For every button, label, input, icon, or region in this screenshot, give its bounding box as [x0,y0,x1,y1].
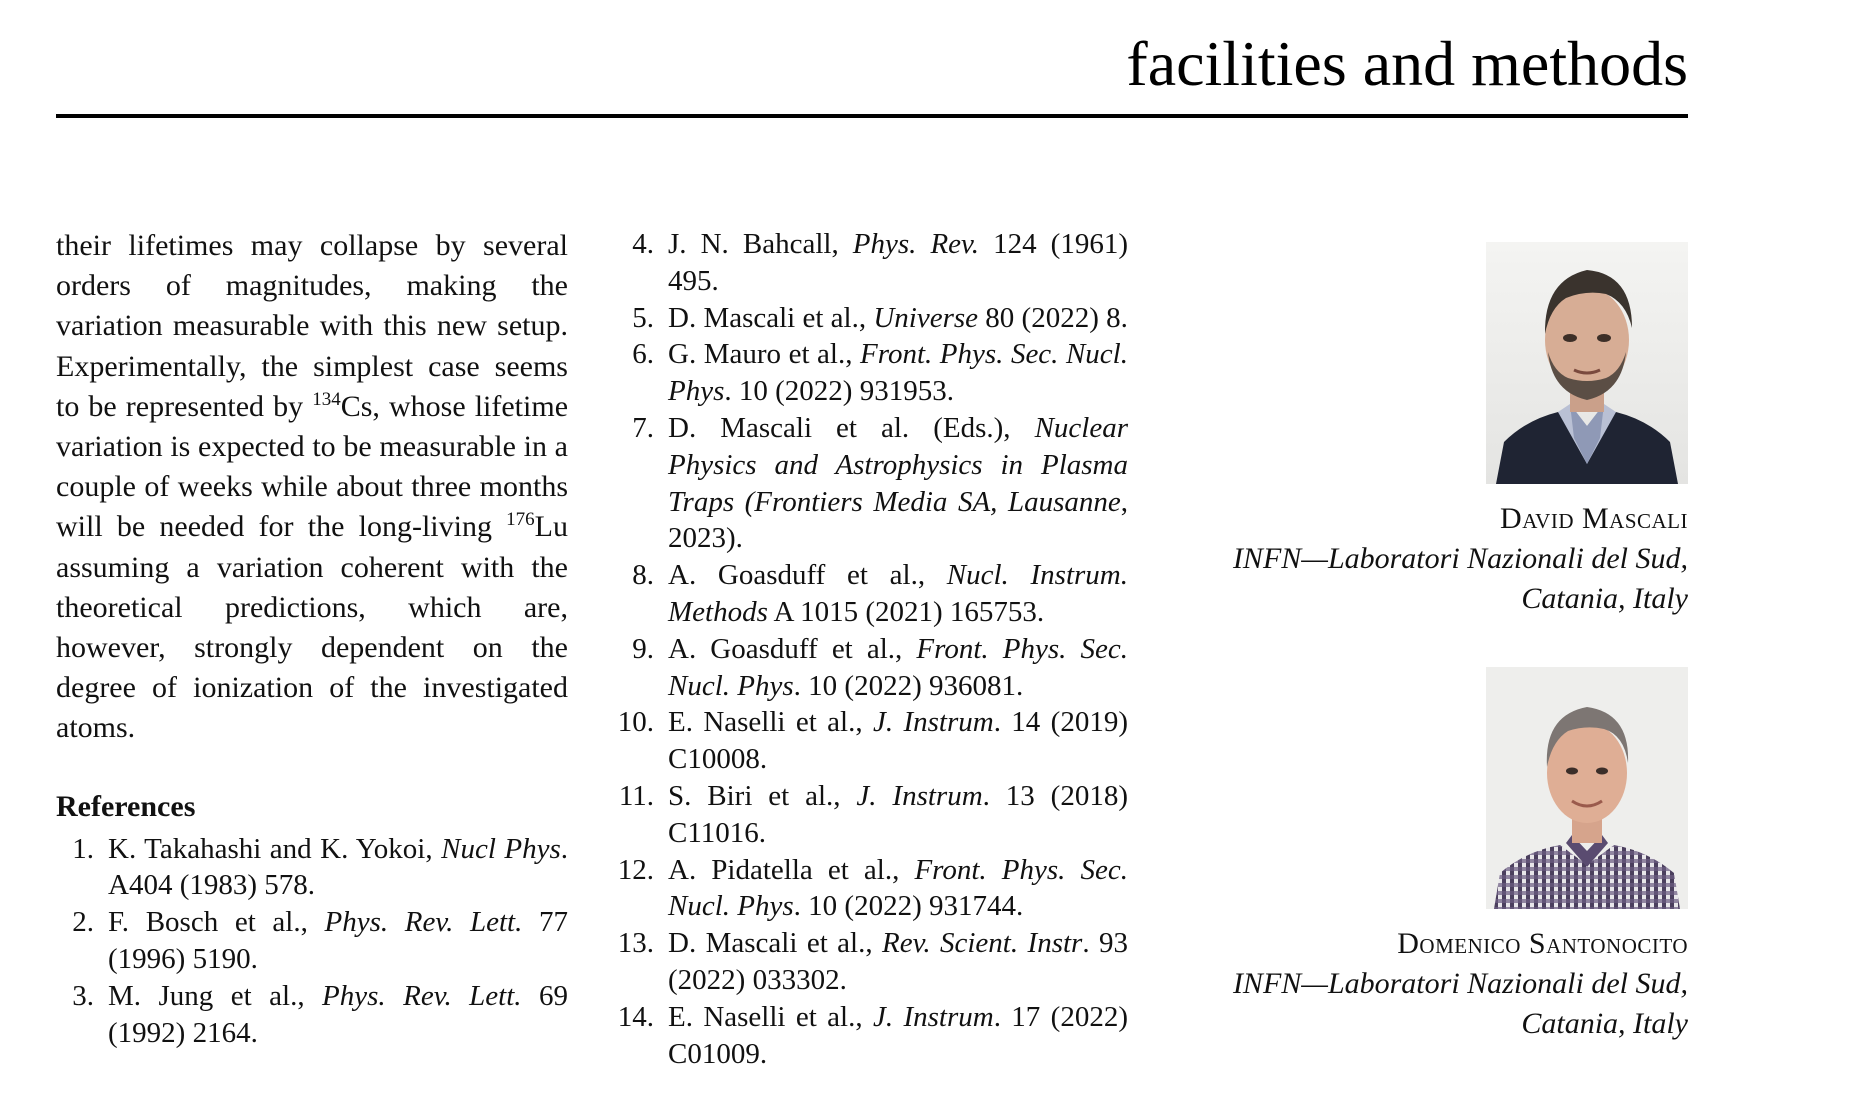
author-affiliation: INFN—Laboratori Nazionali del Sud, [1232,542,1688,575]
journal-name: J. Instrum [856,779,983,812]
journal-name: Front. Phys. Sec. Nucl. Phys [668,853,1128,923]
reference-number: 14. [617,1000,654,1033]
journal-name: Front. Phys. Sec. Nucl. Phys [668,632,1128,702]
reference-number: 3. [72,979,94,1012]
reference-text: D. Mascali et al., Universe 80 (2022) 8. [668,301,1128,334]
reference-text: K. Takahashi and K. Yokoi, Nucl Phys. A404 (1983) 578. [108,832,568,902]
reference-item [56,831,568,905]
reference-number: 12. [617,853,654,886]
author-name: Domenico Santonocito [1397,927,1688,960]
body-text-part: Cs, whose lifetime variation is expected to be measurable in a couple of weeks while about three months will be needed for the long-living [56,389,569,544]
reference-text: A. Goasduff et al., Front. Phys. Sec. Nucl. Phys. 10 (2022) 936081. [668,632,1128,702]
reference-text: D. Mascali et al. (Eds.), Nuclear Physics and Astrophysics in Plasma Traps (Frontiers Media SA, Lausanne, 2023). [668,411,1128,555]
author-column [1160,242,1688,1092]
reference-number: 8. [632,559,654,592]
isotope-mass-number: 134 [312,388,341,410]
body-text-part: their lifetimes may collapse by several orders of magnitudes, making the variation measurable with this new setup. Experimentally, the simplest case seems to be represented by [56,229,568,423]
reference-text: A. Goasduff et al., Nucl. Instrum. Methods A 1015 (2021) 165753. [668,559,1128,628]
reference-text: E. Naselli et al., J. Instrum. 17 (2022) C01009. [668,1000,1128,1070]
reference-item [610,852,1128,926]
author-location: Catania, Italy [1521,582,1688,615]
reference-text: J. N. Bahcall, Phys. Rev. 124 (1961) 495. [668,228,1128,297]
body-paragraph [56,226,568,749]
reference-text: G. Mauro et al., Front. Phys. Sec. Nucl. Phys. 10 (2022) 931953. [668,338,1128,408]
reference-item [610,410,1128,557]
author-photo-dark-suit [1486,242,1688,484]
reference-item [610,631,1128,705]
reference-item [610,300,1128,337]
journal-name: Rev. Scient. Instr [882,927,1083,960]
header-rule [56,114,1688,118]
journal-name: Front. Phys. Sec. Nucl. Phys [668,338,1128,408]
reference-item [610,336,1128,410]
section-title: facilities and methods [1126,28,1688,99]
body-text-part: Lu assuming a variation coherent with the theoretical predictions, which are, however, strongly dependent on the degree of ionization of the investigated atoms. [56,510,568,745]
reference-text: D. Mascali et al., Rev. Scient. Instr. 93 (2022) 033302. [668,927,1128,996]
references-heading: References [56,789,196,823]
reference-list-continued [610,226,1128,1072]
middle-column [610,226,1128,1072]
isotope-mass-number: 176 [506,509,535,531]
reference-text: F. Bosch et al., Phys. Rev. Lett. 77 (1996) 5190. [108,906,569,976]
journal-name: Phys. Rev. Lett. [322,979,522,1012]
author-card [1160,242,1688,619]
left-column [56,226,568,1051]
author-name: David Mascali [1500,502,1688,535]
reference-item [610,778,1128,852]
journal-name: J. Instrum [872,1000,994,1033]
author-card [1160,667,1688,1044]
journal-name: Nucl Phys [441,832,561,865]
reference-number: 6. [632,338,654,371]
reference-text: A. Pidatella et al., Front. Phys. Sec. Nucl. Phys. 10 (2022) 931744. [668,853,1128,923]
reference-item [610,925,1128,999]
reference-number: 9. [632,632,654,665]
journal-name: Nuclear Physics and Astrophysics in Plasma Traps (Frontiers Media SA, Lausanne [668,411,1128,518]
reference-item [56,904,568,978]
reference-number: 10. [617,706,654,739]
reference-number: 7. [632,411,654,444]
reference-text: M. Jung et al., Phys. Rev. Lett. 69 (1992) 2164. [108,979,568,1049]
author-location: Catania, Italy [1521,1007,1688,1040]
reference-item [610,557,1128,631]
journal-name: J. Instrum [872,706,994,739]
reference-text: S. Biri et al., J. Instrum. 13 (2018) C11016. [668,779,1128,849]
reference-item [56,978,568,1052]
reference-number: 11. [618,779,654,812]
reference-list [56,831,568,1052]
reference-number: 1. [72,832,94,865]
author-affiliation: INFN—Laboratori Nazionali del Sud, [1232,967,1688,1000]
reference-number: 2. [72,906,94,939]
journal-name: Phys. Rev. Lett. [324,906,523,939]
reference-text: E. Naselli et al., J. Instrum. 14 (2019) C10008. [668,706,1128,776]
reference-item [610,226,1128,300]
author-photo-checked-shirt [1486,667,1688,909]
reference-number: 5. [632,301,654,334]
reference-number: 13. [617,927,654,960]
journal-name: Universe [873,301,979,334]
journal-name: Phys. Rev. [852,228,980,260]
reference-item [610,999,1128,1073]
reference-number: 4. [632,228,654,260]
reference-item [610,704,1128,778]
journal-name: Nucl. Instrum. Methods [668,559,1128,628]
